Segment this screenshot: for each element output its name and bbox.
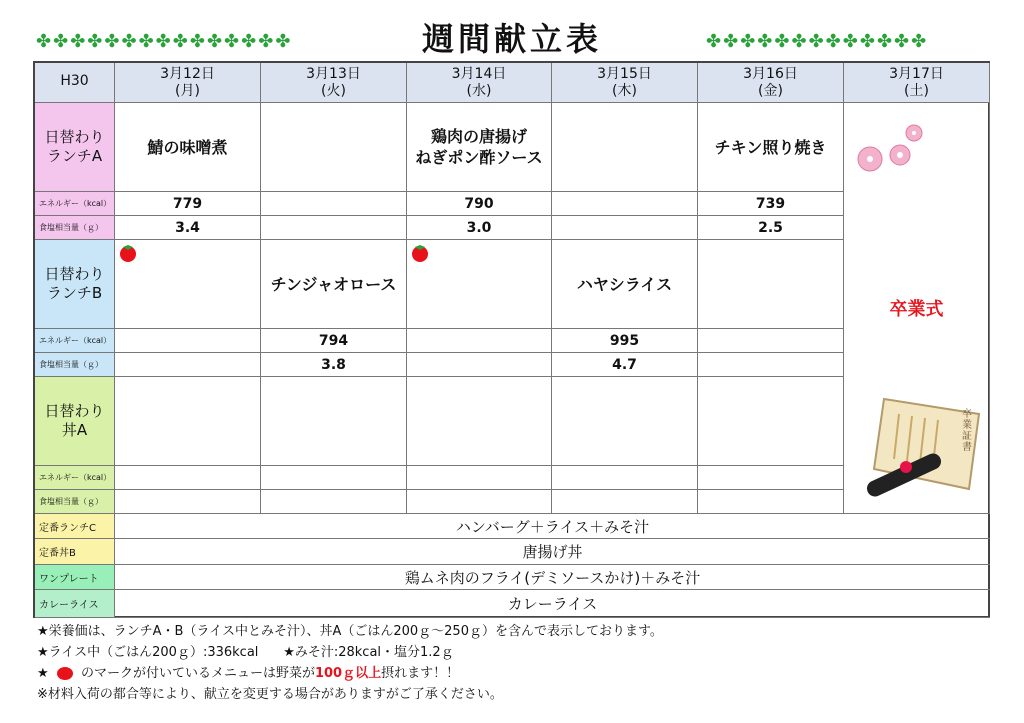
day-date: 3月17日 bbox=[889, 66, 944, 82]
day-weekday: (月) bbox=[175, 83, 200, 99]
empty-cell bbox=[407, 466, 552, 490]
dish-name: チキン照り焼き bbox=[698, 103, 844, 192]
fixed-label: カレーライス bbox=[35, 590, 115, 618]
diploma-text: 卒業証書 bbox=[962, 409, 972, 453]
empty-cell bbox=[698, 377, 844, 466]
empty-cell bbox=[552, 490, 698, 514]
fixed-menu: 鶏ムネ肉のフライ(デミソースかけ)＋みそ汁 bbox=[115, 565, 990, 590]
day-header bbox=[552, 63, 698, 103]
empty-cell bbox=[115, 466, 261, 490]
energy-value bbox=[115, 329, 261, 353]
energy-value bbox=[698, 329, 844, 353]
note-disclaimer: ※材料入荷の都合等により、献立を変更する場合がありますがご了承ください。 bbox=[37, 687, 503, 702]
energy-value: 739 bbox=[698, 192, 844, 216]
salt-value bbox=[552, 216, 698, 240]
clover-decoration-right: ✤ ✤ ✤ ✤ ✤ ✤ ✤ ✤ ✤ ✤ ✤ ✤ ✤ bbox=[706, 31, 927, 52]
row-label-energy: エネルギー（kcal） bbox=[35, 192, 115, 216]
day-date: 3月14日 bbox=[451, 66, 507, 82]
salt-value: 2.5 bbox=[698, 216, 844, 240]
day-weekday: (金) bbox=[758, 83, 783, 99]
tomato-icon bbox=[409, 242, 431, 262]
fixed-label: ワンプレート bbox=[35, 565, 115, 590]
empty-cell bbox=[552, 466, 698, 490]
day-weekday: (土) bbox=[904, 83, 929, 99]
energy-value bbox=[552, 192, 698, 216]
day-header bbox=[261, 63, 407, 103]
salt-value bbox=[698, 353, 844, 377]
empty-cell bbox=[698, 466, 844, 490]
year-label: H30 bbox=[35, 63, 115, 103]
energy-value: 779 bbox=[115, 192, 261, 216]
day-header bbox=[407, 63, 552, 103]
row-label-salt: 食塩相当量（ｇ） bbox=[35, 490, 115, 514]
sakura-icon bbox=[848, 117, 928, 177]
tomato-icon bbox=[117, 242, 139, 262]
clover-decoration-left: ✤ ✤ ✤ ✤ ✤ ✤ ✤ ✤ ✤ ✤ ✤ ✤ ✤ ✤ ✤ bbox=[36, 31, 291, 52]
note-nutrition: ★栄養価は、ランチA・B（ライス中とみそ汁）、丼A（ごはん200ｇ～250ｇ）を含んで表示しております。 bbox=[37, 624, 663, 639]
fixed-label: 定番ランチC bbox=[35, 514, 115, 539]
row-label-energy: エネルギー（kcal） bbox=[35, 466, 115, 490]
note-rice: ★ライス中（ごはん200ｇ）:336kcal ★みそ汁:28kcal・塩分1.2ｇ bbox=[37, 645, 454, 660]
page-title: 週間献立表 bbox=[421, 20, 602, 58]
fixed-menu: カレーライス bbox=[115, 590, 990, 618]
energy-value bbox=[407, 329, 552, 353]
saturday-cell bbox=[844, 103, 990, 514]
day-date: 3月13日 bbox=[306, 66, 361, 82]
row-label-salt: 食塩相当量（ｇ） bbox=[35, 353, 115, 377]
tomato-icon bbox=[57, 667, 73, 680]
dish-name bbox=[698, 240, 844, 329]
salt-value: 3.8 bbox=[261, 353, 407, 377]
dish-name: ハヤシライス bbox=[552, 240, 698, 329]
empty-cell bbox=[115, 490, 261, 514]
row-label-don_a: 日替わり 丼A bbox=[35, 377, 115, 466]
empty-cell bbox=[115, 377, 261, 466]
day-weekday: (水) bbox=[466, 83, 492, 99]
empty-cell bbox=[698, 490, 844, 514]
fixed-menu: ハンバーグ＋ライス＋みそ汁 bbox=[115, 514, 990, 539]
empty-cell bbox=[261, 490, 407, 514]
fixed-menu: 唐揚げ丼 bbox=[115, 539, 990, 565]
salt-value bbox=[407, 353, 552, 377]
empty-cell bbox=[407, 490, 552, 514]
notes bbox=[37, 621, 663, 705]
salt-value: 4.7 bbox=[552, 353, 698, 377]
day-header bbox=[698, 63, 844, 103]
day-header bbox=[844, 63, 990, 103]
row-label-lunch_a: 日替わり ランチA bbox=[35, 103, 115, 192]
energy-value bbox=[261, 192, 407, 216]
salt-value bbox=[261, 216, 407, 240]
empty-cell bbox=[552, 377, 698, 466]
dish-name: 鶏肉の唐揚げ ねぎポン酢ソース bbox=[407, 103, 552, 192]
day-weekday: (木) bbox=[612, 83, 637, 99]
energy-value: 995 bbox=[552, 329, 698, 353]
energy-value: 790 bbox=[407, 192, 552, 216]
dish-name: チンジャオロース bbox=[261, 240, 407, 329]
day-weekday: (火) bbox=[321, 83, 346, 99]
salt-value: 3.0 bbox=[407, 216, 552, 240]
dish-name: 鯖の味噌煮 bbox=[115, 103, 261, 192]
note-vegetable: ★ のマークが付いているメニューは野菜が100ｇ以上摂れます！！ bbox=[37, 666, 460, 681]
day-date: 3月12日 bbox=[160, 66, 215, 82]
row-label-lunch_b: 日替わり ランチB bbox=[35, 240, 115, 329]
day-header bbox=[115, 63, 261, 103]
salt-value bbox=[115, 353, 261, 377]
empty-cell bbox=[261, 466, 407, 490]
day-date: 3月15日 bbox=[597, 66, 652, 82]
row-label-energy: エネルギー（kcal） bbox=[35, 329, 115, 353]
energy-value: 794 bbox=[261, 329, 407, 353]
dish-name bbox=[261, 103, 407, 192]
fixed-label: 定番丼B bbox=[35, 539, 115, 565]
graduation-text: 卒業式 bbox=[889, 299, 944, 320]
dish-name bbox=[552, 103, 698, 192]
menu-table bbox=[33, 61, 990, 618]
empty-cell bbox=[261, 377, 407, 466]
empty-cell bbox=[407, 377, 552, 466]
row-label-salt: 食塩相当量（ｇ） bbox=[35, 216, 115, 240]
day-date: 3月16日 bbox=[743, 66, 798, 82]
salt-value: 3.4 bbox=[115, 216, 261, 240]
